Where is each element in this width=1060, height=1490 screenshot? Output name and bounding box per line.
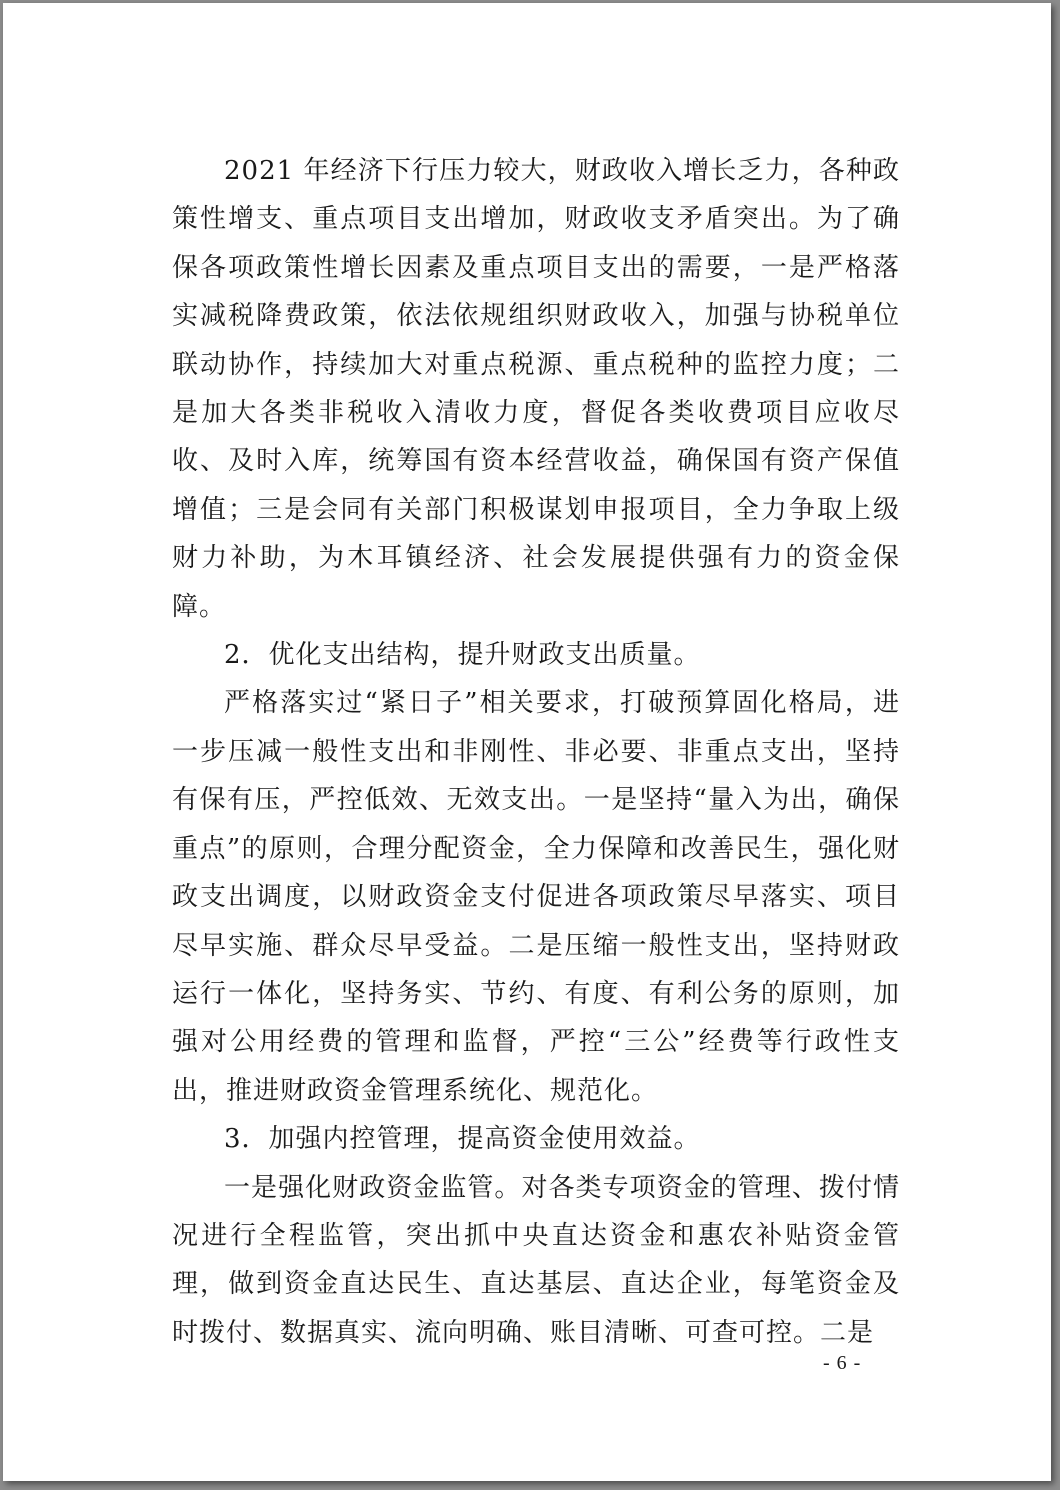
document-page <box>3 3 1051 1481</box>
page-number: - 6 - <box>823 1352 862 1374</box>
section-heading-expenditure: 2．优化支出结构，提升财政支出质量。 <box>224 640 701 671</box>
paragraph-expenditure: 严格落实过“紧日子”相关要求，打破预算固化格局，进一步压减一般性支出和非刚性、非必要、非重点支出，坚持有保有压，严控低效、无效支出。一是坚持“量入为出，确保重点”的原则，合理分配资金，全力保障和改善民生，强化财政支出调度，以财政资金支付促进各项政策尽早落实、项目尽早实施、群众尽早受益。二是压缩一般性支出，坚持财政运行一体化，坚持务实、节约、有度、有利公务的原则，加强对公用经费的管理和监督，严控“三公”经费等行政性支出，推进财政资金管理系统化、规范化。 <box>172 688 900 1106</box>
paragraph-internal-control: 一是强化财政资金监管。对各类专项资金的管理、拨付情况进行全程监管，突出抓中央直达资金和惠农补贴资金管理，做到资金直达民生、直达基层、直达企业，每笔资金及时拨付、数据真实、流向明确、账目清晰、可查可控。二是 <box>172 1172 900 1348</box>
section-heading-internal-control: 3．加强内控管理，提高资金使用效益。 <box>224 1124 701 1155</box>
document-body <box>172 147 900 1357</box>
paragraph-revenue: 2021 年经济下行压力较大，财政收入增长乏力，各种政策性增支、重点项目支出增加，财政收支矛盾突出。为了确保各项政策性增长因素及重点项目支出的需要，一是严格落实减税降费政策，依法依规组织财政收入，加强与协税单位联动协作，持续加大对重点税源、重点税种的监控力度；二是加大各类非税收入清收力度，督促各类收费项目应收尽收、及时入库，统筹国有资本经营收益，确保国有资产保值增值；三是会同有关部门积极谋划申报项目，全力争取上级财力补助，为木耳镇经济、社会发展提供强有力的资金保障。 <box>172 156 900 622</box>
